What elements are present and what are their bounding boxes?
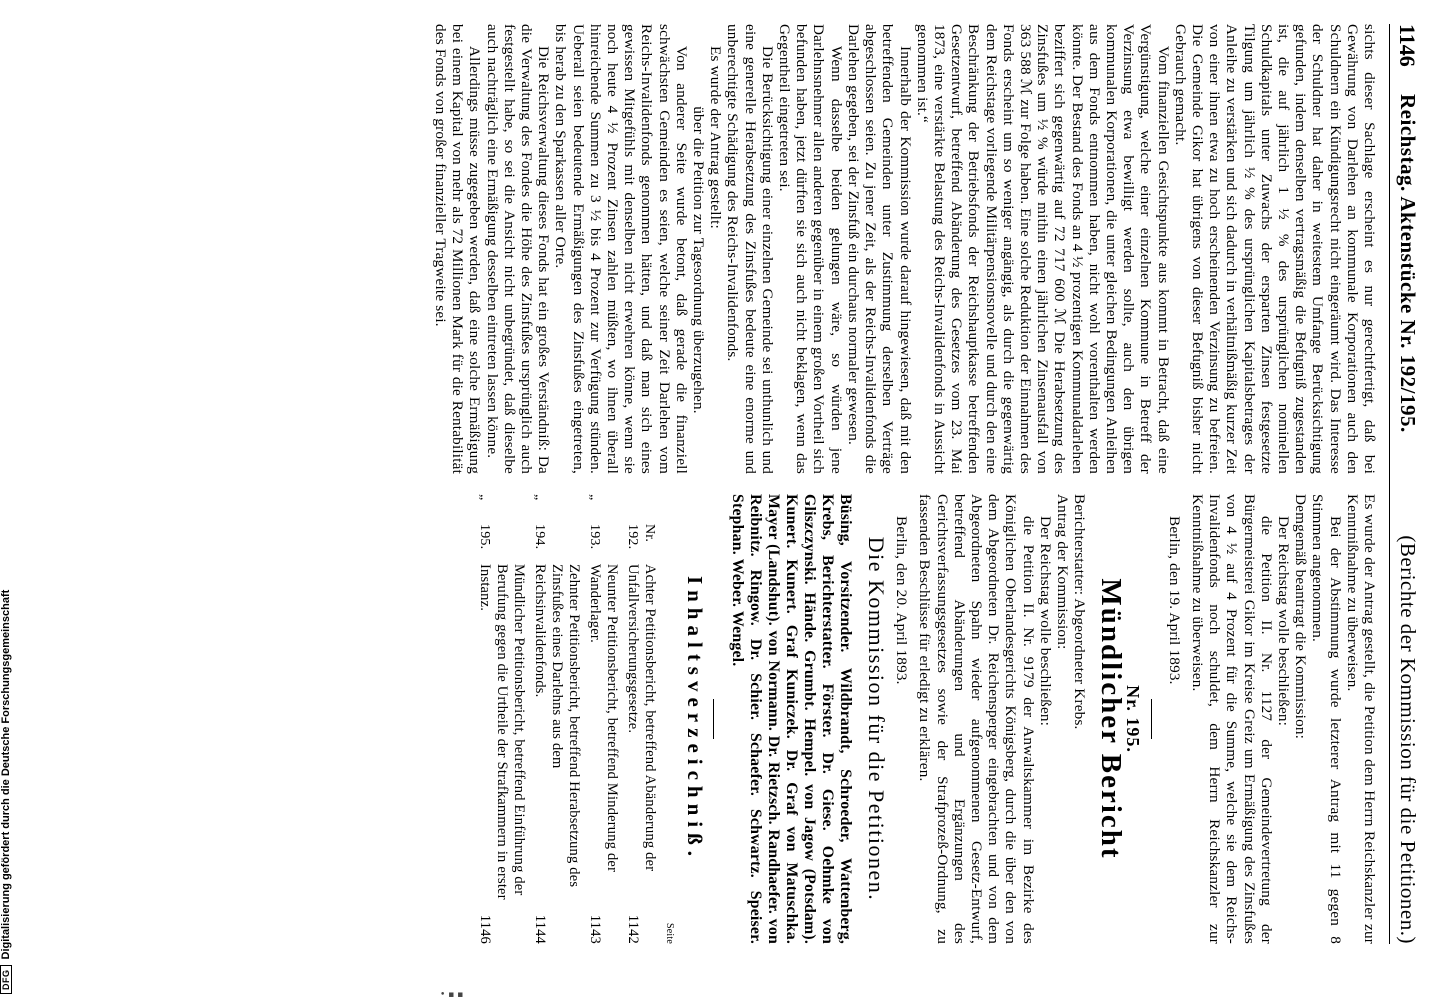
- section-number: Nr. 195.: [1122, 685, 1143, 753]
- running-head-title: Reichstag. Aktenstücke Nr. 192/195.: [1396, 94, 1420, 433]
- motion-line: Es wurde der Antrag gestellt:: [707, 46, 725, 229]
- toc-page: 1142: [625, 914, 642, 944]
- page-number: 1146: [1395, 24, 1420, 67]
- running-head: [1389, 24, 1424, 944]
- toc-entry: [586, 494, 620, 944]
- paragraph: Bei der Abstimmung wurde letzterer Antrag mit 11 gegen 8 Stimmen angenommen.: [1309, 494, 1344, 944]
- member-list: [728, 494, 854, 944]
- paragraph: Von anderer Seite wurde betont, daß gerade die finanziell schwächsten Gemeinden es seien, welche seiner Zeit Darlehen vom Reichs-Invalidenfonds genommen hätten, und daß man sich eines gewissen Mitgefühls mit denselben nicht erwehren könne, wenn sie noch heute 4 ½ Prozent Zinsen zahlen müßten, wo ihnen überall hinreichende Summen zu 3 ½ bis 4 Prozent zur Verfügung stünden. Ueberall seien bedeutende Ermäßigungen des Zinsfußes eingetreten, bis herab zu den Sparkassen aller Orte.: [552, 24, 690, 474]
- toc-number: 195.: [477, 524, 493, 550]
- paragraph: Innerhalb der Kommission wurde darauf hingewiesen, daß mit den betreffenden Gemeinden unter Zustimmung derselben Verträge abgeschlossen seien. Zu jener Zeit, als der Reichs-Invalidenfonds die Darlehen gegeben, sei der Zinsfuß ein durchaus normaler gewesen.: [844, 24, 914, 474]
- scan-marks: • ▪ ▪: [440, 990, 464, 1000]
- date-line: Berlin, den 19. April 1893.: [1165, 516, 1183, 685]
- toc-page: 1146: [477, 914, 494, 944]
- toc-text: Achter Petitionsbericht, betreffend Abänderung der Unfallversicherungsgesetze.: [624, 564, 658, 872]
- toc-prefix: „: [532, 494, 548, 501]
- divider-rule: [713, 699, 714, 739]
- toc-entry: [476, 494, 527, 944]
- commission-heading: Die Kommission für die Petitionen.: [863, 536, 889, 902]
- divider-rule: [1151, 699, 1152, 739]
- toc-list: [476, 494, 658, 944]
- right-column: [472, 494, 1378, 944]
- paragraph: Der Reichstag wolle beschließen:: [1274, 516, 1292, 727]
- toc-page: 1144: [532, 914, 549, 944]
- paragraph: Die Reichsverwaltung dieses Fonds hat ein großes Verständniß: Da die Verwaltung des Fondes die Höhe des Zinsfußes ursprünglich auch festgestellt habe, so sei die Ansicht nicht unbegründet, daß dieselbe auch nachträglich eine Ermäßigung desselben eintreten lassen könne.: [483, 24, 553, 474]
- toc-entry: [624, 494, 658, 944]
- antrag-head: Antrag der Kommission:: [1053, 494, 1071, 650]
- toc-page: 1143: [587, 914, 604, 944]
- paragraph: Vom finanziellen Gesichtspunkte aus kommt in Betracht, daß eine Vergünstigung, welche einer einzelnen Kommune in Betreff der Verzinsung etwa bewilligt werden sollte, auch den übrigen kommunalen Korporationen, die unter gleichen Bedingungen Anleihen aus dem Fonds entnommen haben, nicht wohl vorenthalten werden könnte. Der Bestand des Fonds an 4 ½ prozentigen Kommunaldarlehen beziffert sich gegenwärtig auf 72 717 600 ℳ Die Herabsetzung des Zinsfußes um ½ % würde mithin einen jährlichen Zinsenausfall von 363 588 ℳ zur Folge haben. Eine solche Reduktion der Einnahmen des Fonds erscheint um so weniger angängig, als durch die gegenwärtig dem Reichstage vorliegende Militärpensionsnovelle und durch den eine Beschränkung der Betriebsfonds der Reichshauptkasse betreffenden Gesetzentwurf, betreffend Abänderung des Gesetzes vom 23. Mai 1873, eine verstärkte Belastung des Reichs-Invalidenfonds in Aussicht genommen ist.“: [913, 24, 1172, 474]
- reporter-line: Berichterstatter: Abgeordneter Krebs.: [1071, 494, 1089, 730]
- paragraph: Allerdings müsse zugegeben werden, daß eine solche Ermäßigung bei einem Kapital von mehr als 72 Millionen Mark für die Rentabilität des Fonds von großer finanzieller Tragweite sei.: [432, 24, 484, 474]
- toc-text: Zehnter Petitionsbericht, betreffend Herabsetzung des Zinsfußes eines Darlehns aus dem Reichsinvalidenfonds.: [531, 564, 582, 888]
- paragraph: Es wurde der Antrag gestellt, die Petition dem Herrn Reichskanzler zur Kenntnißnahme zu überweisen.: [1343, 494, 1378, 944]
- toc-prefix: „: [587, 494, 603, 501]
- motion-text: über die Petition zur Tagesordnung überzugehen.: [690, 106, 708, 414]
- toc-text: Mündlicher Petitionsbericht, betreffend Einführung der Berufung gegen die Urtheile der Strafkammern in erster Instanz.: [476, 564, 527, 900]
- toc-number: Nr. 192.: [625, 524, 658, 550]
- dfg-logo: DFG: [0, 966, 12, 995]
- document-page: [36, 4, 1432, 964]
- toc-entry: [531, 494, 582, 944]
- paragraph: sichts dieser Sachlage erscheint es nur gerechtfertigt, daß bei Gewährung von Darlehen an kommunale Korporationen auch den Schuldnern ein Kündigungsrecht nicht eingeräumt wird. Das Interesse der Schuldner hat daher in weitestem Umfange Berücksichtigung gefunden, indem denselben vertragsmäßig die Befugniß zugestanden ist, die auf jährlich 1 ½ % des ursprünglichen nominellen Schuldkapitals unter Zuwachs der ersparten Zinsen festgesetzte Tilgung um jährlich ½ % des ursprünglichen Kapitalsbetrages der Anleihe zu verstärken und sich dadurch in verhältnißmäßig kurzer Zeit von einer ihnen etwa zu hoch erscheinenden Verzinsung zu befreien. Die Gemeinde Gikor hat übrigens von dieser Befugniß bisher nicht Gebrauch gemacht.: [1171, 24, 1378, 474]
- toc-prefix: „: [477, 494, 493, 501]
- digitization-credit: [0, 0, 12, 1000]
- section-heading: Mündlicher Bericht: [1095, 578, 1128, 860]
- paragraph: Die Berücksichtigung einer einzelnen Gemeinde sei unthunlich und eine generelle Herabsetzung des Zinsfußes bedeute eine enorme und unberechtigte Schädigung des Reichs-Invalidenfonds.: [724, 24, 776, 474]
- member-names: Büsing, Vorsitzender. Wildbrandt, Schroeder, Wattenberg, Krebs, Berichterstatter. Förster. Dr. Giese. Oehmke von Gliszczynski. Hände. Grumbt. Hempel. von Jagow (Potsdam). Kunert. Kunert. Graf Kuniczek. Dr. Graf von Matuschka. Mayer (Landshut). von Normann. Dr. Rietzsch. Randhaefer. von Reibnitz. Ringow. Dr. Schier. Schaefer. Schwartz. Speiser. Stephan. Weber. Wengel.: [728, 494, 854, 944]
- resolve-line: Der Reichstag wolle beschließen:: [1036, 516, 1054, 727]
- paragraph: die Petition II. Nr. 1127 der Gemeindevertretung der Bürgermeisterei Gikor im Kreise Greiz um Ermäßigung des Zinsfußes von 4 ½ auf 4 Prozent für die Summe, welche sie dem Reichs-Invalidenfonds noch schuldet, dem Herrn Reichskanzler zur Kenntnißnahme zu überweisen.: [1188, 494, 1275, 944]
- paragraph: die Petition II. Nr. 9179 der Anwaltskammer im Bezirke des Königlichen Oberlandesgerichts Königsberg, durch die über den von dem Abgeordneten Dr. Reichensperger eingebrachten und von dem Abgeordneten Spahn wieder aufgenommenen Gesetz-Entwurf, betreffend Abänderungen und Ergänzungen des Gerichtsverfassungsgesetzes sowie der Strafprozeß-Ordnung, zu fassenden Beschlüsse für erledigt zu erklären.: [916, 494, 1037, 944]
- toc-title: Inhaltsverzeichniß.: [682, 575, 707, 863]
- paragraph: Demgemäß beantragt die Kommission:: [1292, 494, 1310, 740]
- toc-seite-label: Seite: [663, 923, 675, 944]
- running-head-section: (Berichte der Kommission für die Petitionen.): [1396, 535, 1420, 944]
- left-column: [432, 24, 1378, 474]
- credit-text: Digitalisierung gefördert durch die Deutsche Forschungsgemeinschaft: [0, 589, 12, 960]
- toc-number: 194.: [532, 524, 548, 550]
- toc-text: Neunter Petitionsbericht, betreffend Minderung der Wanderlager.: [586, 564, 620, 873]
- paragraph: Wenn dasselbe beiden gelungen wäre, so würden jene Darlehnsnehmer allen anderen gegenüber in einem großen Vortheil sich befunden haben, jetzt dürften sie sich auch nicht beklagen, wenn das Gegentheil eingetreten sei.: [776, 24, 845, 474]
- toc-number: 193.: [587, 524, 603, 550]
- date-line: Berlin, den 20. April 1893.: [893, 516, 911, 685]
